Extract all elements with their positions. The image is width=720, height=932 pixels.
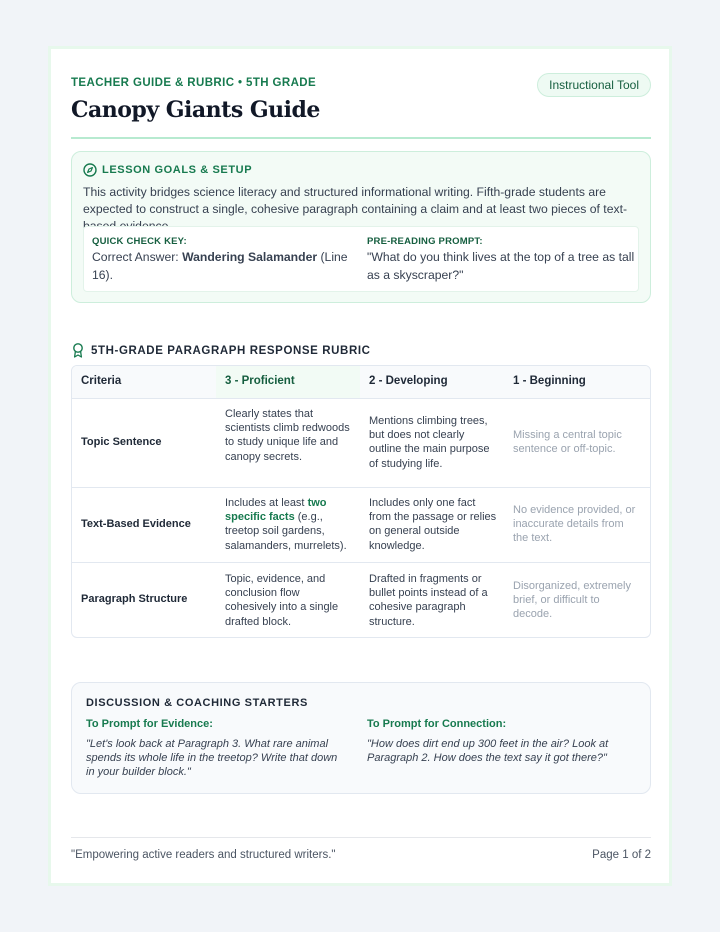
criteria-label: Topic Sentence bbox=[81, 436, 162, 448]
connection-prompt-quote: "How does dirt end up 300 feet in the air? Look at Paragraph 2. How does the text say it got there?" bbox=[367, 738, 609, 765]
correct-answer: Wandering Salamander bbox=[182, 250, 318, 264]
evidence-prompt-quote: "Let's look back at Paragraph 3. What rare animal spends its whole life in the treetop? Write that down in your builder block." bbox=[86, 738, 338, 779]
column-header: 2 - Developing bbox=[369, 375, 448, 387]
lesson-goals-text: This activity bridges science literacy and structured informational writing. Fifth-grade students are expected to construct a single, cohesive paragraph containing a claim and at least two pieces of text- bbox=[83, 185, 628, 216]
rubric-header-row bbox=[72, 366, 650, 398]
table-row bbox=[72, 562, 650, 638]
beginning-cell: Missing a central topic sentence or off-topic. bbox=[513, 429, 622, 456]
developing-cell: Includes only one fact from the passage or relies on general outside knowledge. bbox=[369, 497, 497, 552]
page-eyebrow: TEACHER GUIDE & RUBRIC • 5TH GRADE bbox=[71, 77, 317, 89]
page-footer bbox=[71, 837, 651, 867]
proficient-cell: Clearly states that scientists climb redwoods to study unique life and canopy secrets. bbox=[225, 408, 350, 463]
developing-cell: Drafted in fragments or bullet points instead of a cohesive paragraph structure. bbox=[369, 573, 488, 628]
page-number: Page 1 of 2 bbox=[592, 849, 651, 861]
column-header: Criteria bbox=[81, 375, 122, 387]
quick-check-answer: Correct Answer: Wandering Salamander (Line 16). bbox=[92, 250, 348, 282]
rubric-table bbox=[71, 365, 651, 638]
compass-icon bbox=[83, 163, 97, 182]
column-header: 3 - Proficient bbox=[225, 375, 295, 387]
instructional-tool-badge: Instructional Tool bbox=[537, 73, 651, 97]
proficient-cell: Topic, evidence, and conclusion flow cohesively into a single drafted block. bbox=[225, 573, 339, 628]
connection-prompt-label: To Prompt for Connection: bbox=[367, 718, 507, 730]
coaching-starters-panel bbox=[71, 682, 651, 794]
beginning-cell: No evidence provided, or inaccurate details from the text. bbox=[513, 504, 636, 545]
lesson-goals-panel bbox=[71, 151, 651, 303]
quick-reference-box bbox=[83, 226, 639, 292]
criteria-label: Paragraph Structure bbox=[81, 593, 188, 605]
developing-cell: Mentions climbing trees, but does not clearly outline the main purpose of studying life. bbox=[369, 415, 490, 470]
award-icon bbox=[72, 343, 84, 363]
criteria-label: Text-Based Evidence bbox=[81, 518, 191, 530]
column-header: 1 - Beginning bbox=[513, 375, 586, 387]
guide-page bbox=[48, 46, 672, 886]
evidence-prompt-label: To Prompt for Evidence: bbox=[86, 718, 213, 730]
table-row bbox=[72, 398, 650, 487]
coaching-title: DISCUSSION & COACHING STARTERS bbox=[86, 697, 308, 709]
rubric-title: 5TH-GRADE PARAGRAPH RESPONSE RUBRIC bbox=[91, 345, 371, 357]
beginning-cell: Disorganized, extremely brief, or difficult to decode. bbox=[513, 580, 631, 621]
lesson-goals-title: LESSON GOALS & SETUP bbox=[102, 164, 253, 176]
table-row bbox=[72, 487, 650, 562]
pre-reading-label: PRE-READING PROMPT: bbox=[367, 236, 483, 247]
proficient-cell: Includes at least two specific facts (e.g., treetop soil gardens, salamanders, murrelets). bbox=[225, 497, 347, 552]
page-header bbox=[71, 77, 651, 139]
footer-tagline: "Empowering active readers and structured writers." bbox=[71, 849, 336, 861]
page-title: Canopy Giants Guide bbox=[71, 97, 320, 123]
quick-check-label: QUICK CHECK KEY: bbox=[92, 236, 187, 247]
pre-reading-prompt: "What do you think lives at the top of a tree as tall as a skyscraper?" bbox=[367, 250, 635, 282]
